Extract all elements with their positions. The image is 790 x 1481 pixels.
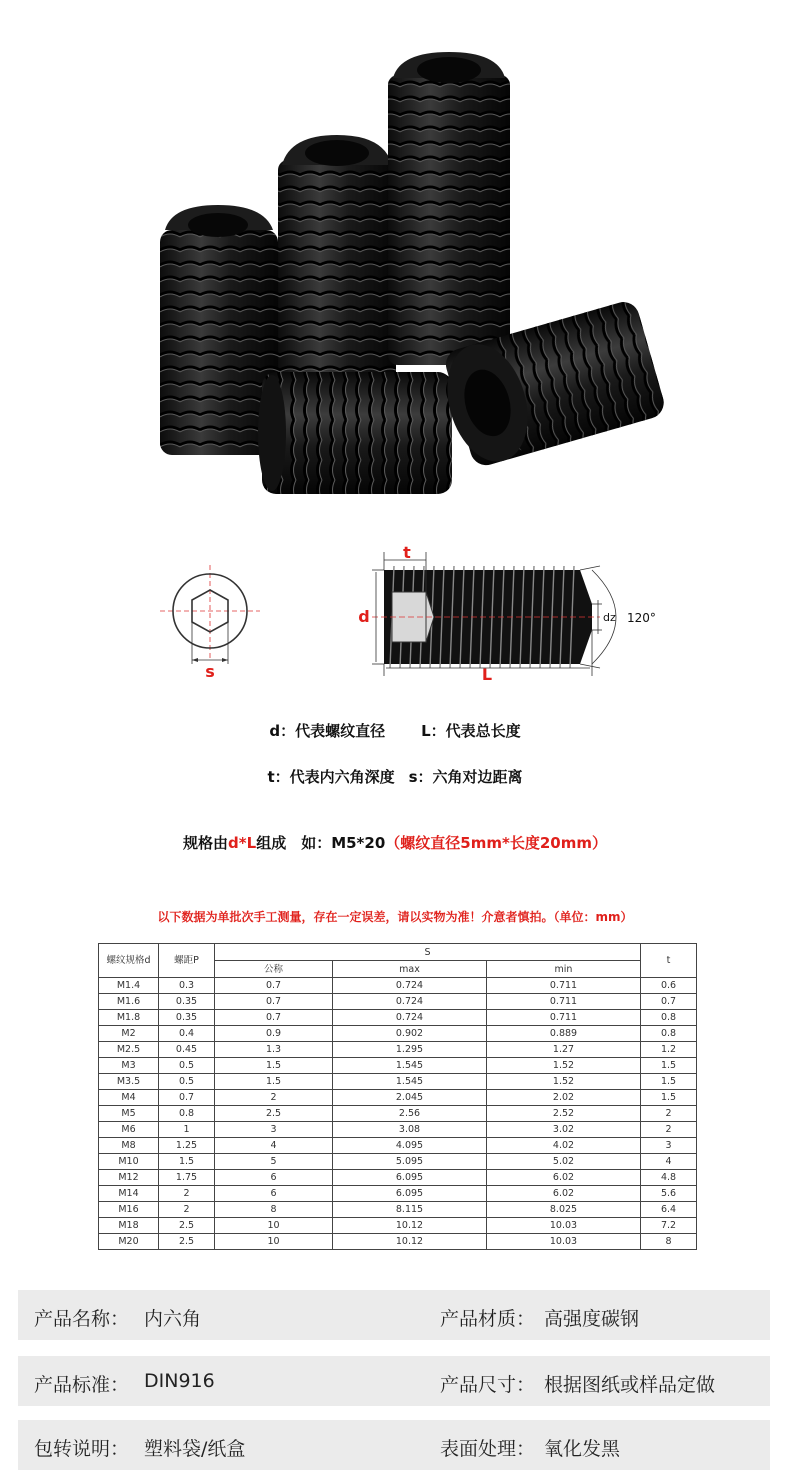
table-cell: 2.045 — [333, 1090, 487, 1106]
table-row — [99, 1122, 697, 1138]
header-pitch: 螺距P — [159, 944, 215, 978]
table-cell: 0.7 — [215, 994, 333, 1010]
table-cell: 2.5 — [159, 1218, 215, 1234]
table-cell: 6 — [215, 1170, 333, 1186]
table-cell: 0.7 — [641, 994, 697, 1010]
screw-right — [388, 52, 510, 365]
table-cell: M12 — [99, 1170, 159, 1186]
info-value: 塑料袋/纸盒 — [144, 1438, 246, 1460]
table-cell: 10.12 — [333, 1234, 487, 1250]
table-cell: 2.5 — [159, 1234, 215, 1250]
info-label: 包转说明： — [34, 1438, 130, 1460]
info-value: DIN916 — [144, 1370, 215, 1392]
table-cell: M3.5 — [99, 1074, 159, 1090]
table-cell: 6.02 — [487, 1170, 641, 1186]
table-cell: 6.095 — [333, 1170, 487, 1186]
table-cell: 6.4 — [641, 1202, 697, 1218]
table-row — [99, 994, 697, 1010]
table-cell: 0.3 — [159, 978, 215, 994]
measurement-note: 以下数据为单批次手工测量，存在一定误差，请以实物为准！介意者慎拍。（单位：mm） — [157, 910, 633, 924]
info-label: 表面处理： — [440, 1438, 536, 1460]
legend-line-1 — [0, 720, 790, 741]
table-cell: M18 — [99, 1218, 159, 1234]
table-cell: M3 — [99, 1058, 159, 1074]
header-max: max — [333, 961, 487, 978]
table-cell: 2.56 — [333, 1106, 487, 1122]
table-cell: M14 — [99, 1186, 159, 1202]
table-cell: 1.545 — [333, 1074, 487, 1090]
table-cell: M2.5 — [99, 1042, 159, 1058]
table-cell: 1.52 — [487, 1058, 641, 1074]
end-view — [160, 565, 260, 681]
table-cell: 1.5 — [159, 1154, 215, 1170]
table-cell: 2 — [159, 1202, 215, 1218]
table-cell: 0.889 — [487, 1026, 641, 1042]
table-cell: 8.025 — [487, 1202, 641, 1218]
info-label: 产品标准： — [34, 1374, 130, 1396]
legend-d: d：代表螺纹直径 — [269, 722, 386, 740]
table-cell: 2 — [159, 1186, 215, 1202]
table-cell: 2 — [215, 1090, 333, 1106]
table-cell: 0.7 — [159, 1090, 215, 1106]
table-cell: 6.095 — [333, 1186, 487, 1202]
table-cell: 3.08 — [333, 1122, 487, 1138]
table-cell: 1 — [159, 1122, 215, 1138]
table-cell: 1.75 — [159, 1170, 215, 1186]
table-cell: 4 — [641, 1154, 697, 1170]
header-nominal: 公称 — [215, 961, 333, 978]
label-L: L — [481, 665, 493, 684]
table-cell: 1.5 — [215, 1074, 333, 1090]
header-min: min — [487, 961, 641, 978]
screw-middle — [278, 135, 396, 390]
table-row — [99, 1154, 697, 1170]
spec-example-label: 组成 如：M5*20 — [256, 834, 386, 852]
table-cell: 10 — [215, 1234, 333, 1250]
table-cell: 0.7 — [215, 978, 333, 994]
table-cell: 0.8 — [641, 1026, 697, 1042]
table-cell: 1.27 — [487, 1042, 641, 1058]
table-cell: 5.02 — [487, 1154, 641, 1170]
screw-front — [258, 372, 452, 494]
info-value: 根据图纸或样品定做 — [544, 1374, 716, 1396]
table-cell: 10.03 — [487, 1234, 641, 1250]
table-cell: 1.5 — [641, 1090, 697, 1106]
label-angle: 120° — [627, 611, 656, 625]
label-d: d — [358, 607, 370, 626]
header-s: S — [215, 944, 641, 961]
table-cell: 0.4 — [159, 1026, 215, 1042]
table-cell: 5.6 — [641, 1186, 697, 1202]
table-cell: 0.724 — [333, 978, 487, 994]
table-cell: 1.5 — [215, 1058, 333, 1074]
table-cell: 6 — [215, 1186, 333, 1202]
table-cell: M1.6 — [99, 994, 159, 1010]
table-row — [99, 1010, 697, 1026]
table-cell: M6 — [99, 1122, 159, 1138]
dimension-table — [98, 943, 697, 1250]
table-cell: M16 — [99, 1202, 159, 1218]
info-row — [18, 1356, 770, 1406]
table-cell: 0.6 — [641, 978, 697, 994]
label-dz: dz — [603, 611, 616, 624]
table-cell: 1.3 — [215, 1042, 333, 1058]
table-row — [99, 1042, 697, 1058]
legend-L: L：代表总长度 — [421, 722, 521, 740]
table-cell: 3 — [215, 1122, 333, 1138]
table-cell: 0.711 — [487, 994, 641, 1010]
table-row — [99, 1218, 697, 1234]
table-cell: 0.45 — [159, 1042, 215, 1058]
table-cell: M8 — [99, 1138, 159, 1154]
table-row — [99, 978, 697, 994]
table-cell: 0.7 — [215, 1010, 333, 1026]
table-cell: 5 — [215, 1154, 333, 1170]
table-cell: 10.03 — [487, 1218, 641, 1234]
info-value: 氧化发黑 — [544, 1438, 621, 1460]
table-cell: 4.02 — [487, 1138, 641, 1154]
table-cell: 0.711 — [487, 978, 641, 994]
header-thread-size: 螺纹规格d — [99, 944, 159, 978]
table-cell: 7.2 — [641, 1218, 697, 1234]
table-cell: M5 — [99, 1106, 159, 1122]
table-cell: 1.295 — [333, 1042, 487, 1058]
spec-prefix: 规格由 — [183, 834, 229, 852]
table-cell: 10 — [215, 1218, 333, 1234]
info-row — [18, 1290, 770, 1340]
info-row — [18, 1420, 770, 1470]
info-label: 产品材质： — [440, 1308, 536, 1330]
table-cell: 3 — [641, 1138, 697, 1154]
table-row — [99, 1202, 697, 1218]
table-cell: 1.25 — [159, 1138, 215, 1154]
table-cell: 8.115 — [333, 1202, 487, 1218]
table-cell: 0.9 — [215, 1026, 333, 1042]
table-cell: 0.8 — [159, 1106, 215, 1122]
header-t: t — [641, 944, 697, 978]
table-cell: 2 — [641, 1122, 697, 1138]
table-row — [99, 1234, 697, 1250]
table-cell: M20 — [99, 1234, 159, 1250]
table-row — [99, 1186, 697, 1202]
table-cell: 0.724 — [333, 994, 487, 1010]
table-cell: 0.5 — [159, 1074, 215, 1090]
legend-line-2 — [0, 766, 790, 787]
table-row — [99, 1138, 697, 1154]
table-cell: 0.902 — [333, 1026, 487, 1042]
table-cell: 8 — [641, 1234, 697, 1250]
table-cell: 0.711 — [487, 1010, 641, 1026]
spec-example: （螺纹直径5mm*长度20mm） — [385, 834, 607, 852]
side-view — [358, 543, 656, 684]
table-cell: 10.12 — [333, 1218, 487, 1234]
table-cell: 2.5 — [215, 1106, 333, 1122]
info-value: 高强度碳钢 — [544, 1308, 640, 1330]
table-cell: 4.8 — [641, 1170, 697, 1186]
table-row — [99, 1170, 697, 1186]
table-row — [99, 1090, 697, 1106]
table-cell: M1.8 — [99, 1010, 159, 1026]
table-row — [99, 1058, 697, 1074]
spec-dl: d*L — [228, 834, 257, 852]
label-t: t — [403, 543, 411, 562]
table-row — [99, 1074, 697, 1090]
table-cell: 1.5 — [641, 1058, 697, 1074]
table-row — [99, 1106, 697, 1122]
table-cell: 0.35 — [159, 1010, 215, 1026]
table-cell: 1.5 — [641, 1074, 697, 1090]
table-cell: M10 — [99, 1154, 159, 1170]
table-cell: 8 — [215, 1202, 333, 1218]
table-cell: 1.545 — [333, 1058, 487, 1074]
info-label: 产品尺寸： — [440, 1374, 536, 1396]
table-cell: 1.52 — [487, 1074, 641, 1090]
table-cell: 3.02 — [487, 1122, 641, 1138]
table-cell: 6.02 — [487, 1186, 641, 1202]
table-cell: 0.8 — [641, 1010, 697, 1026]
table-cell: 0.724 — [333, 1010, 487, 1026]
info-label: 产品名称： — [34, 1308, 130, 1330]
table-cell: 2 — [641, 1106, 697, 1122]
table-cell: 4.095 — [333, 1138, 487, 1154]
table-cell: M2 — [99, 1026, 159, 1042]
table-cell: 1.2 — [641, 1042, 697, 1058]
product-photo — [0, 0, 790, 520]
table-cell: M4 — [99, 1090, 159, 1106]
table-cell: 2.52 — [487, 1106, 641, 1122]
legend-t: t：代表内六角深度 — [267, 768, 395, 786]
label-s: s — [205, 662, 215, 681]
table-cell: 4 — [215, 1138, 333, 1154]
table-cell: M1.4 — [99, 978, 159, 994]
table-cell: 0.35 — [159, 994, 215, 1010]
table-cell: 0.5 — [159, 1058, 215, 1074]
table-cell: 5.095 — [333, 1154, 487, 1170]
table-cell: 2.02 — [487, 1090, 641, 1106]
table-row — [99, 1026, 697, 1042]
info-value: 内六角 — [144, 1308, 202, 1330]
spec-line — [0, 832, 790, 853]
legend-s: s：六角对边距离 — [408, 768, 523, 786]
dimension-diagram — [0, 530, 790, 690]
